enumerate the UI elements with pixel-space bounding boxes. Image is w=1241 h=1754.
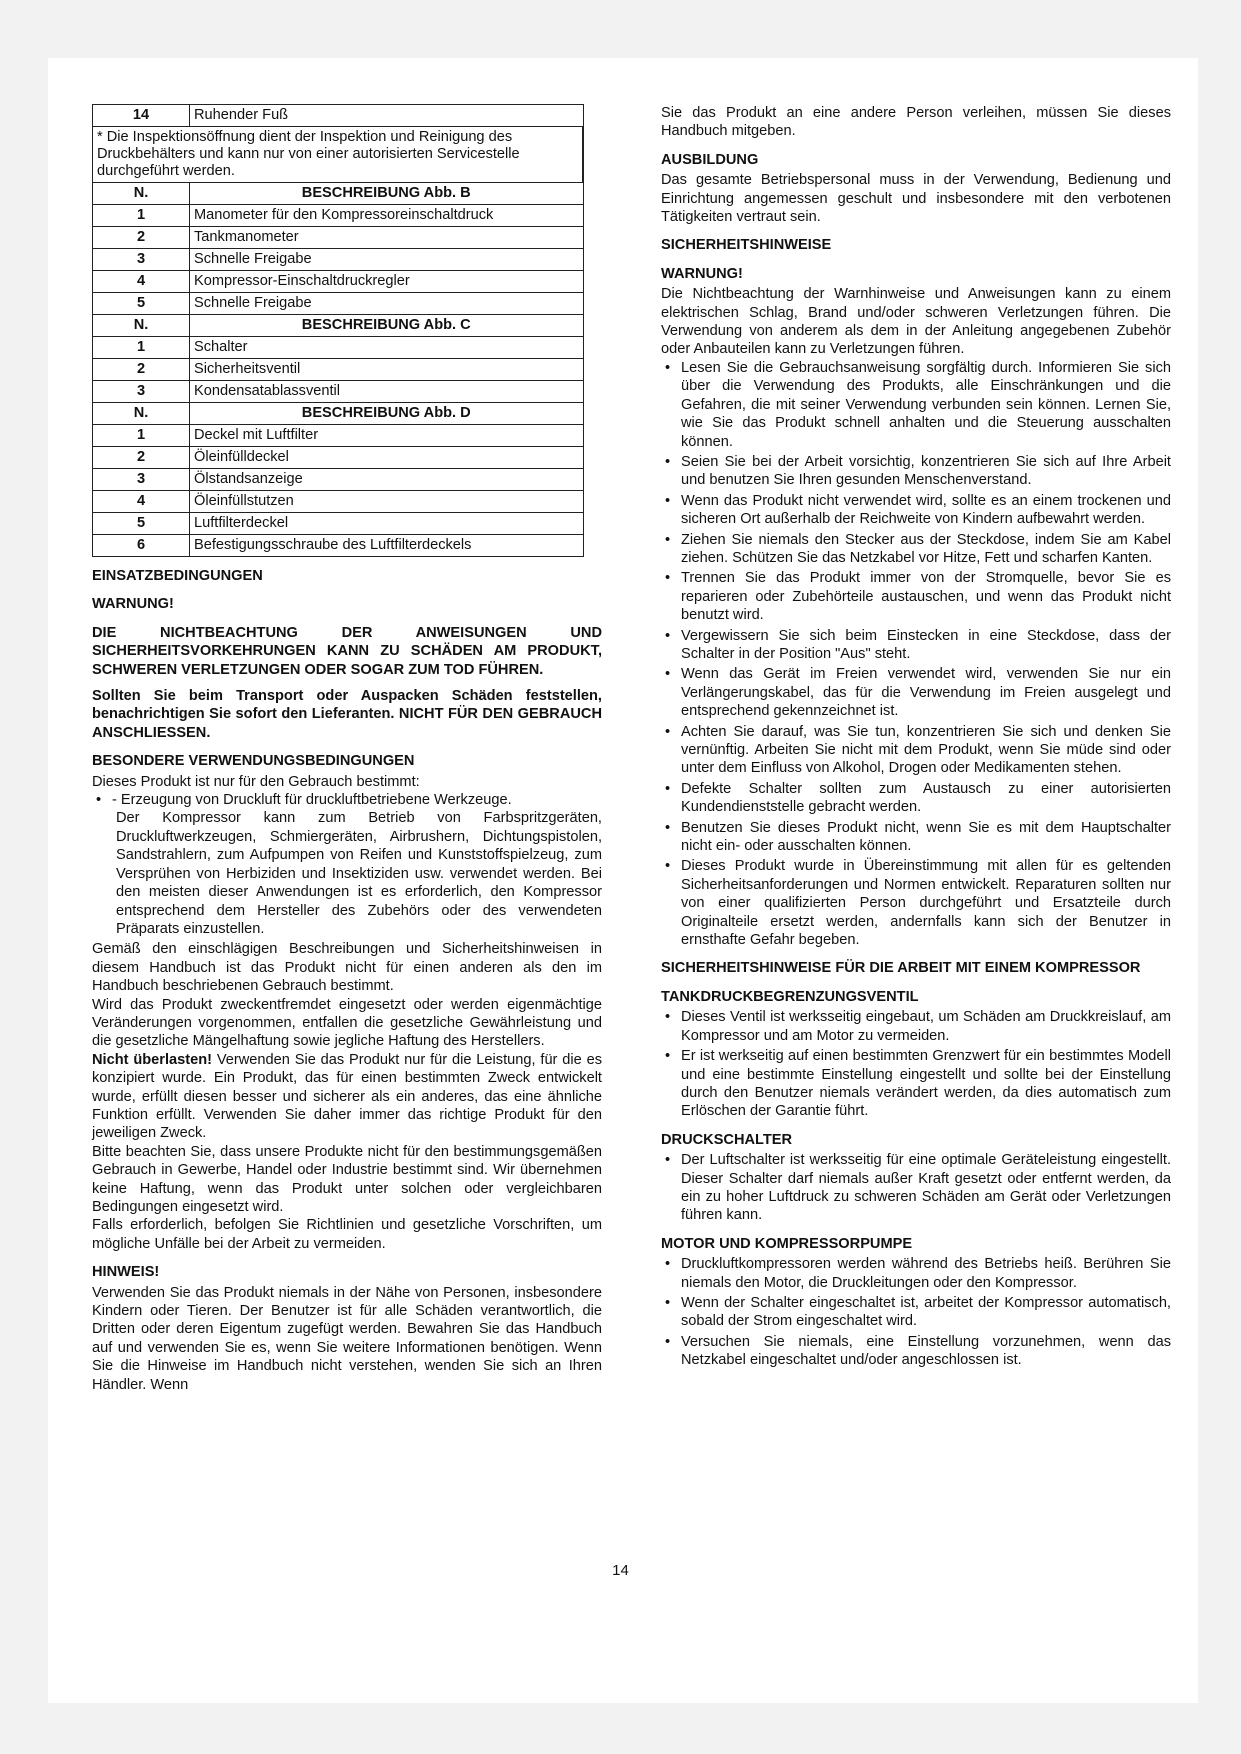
part-description: Schnelle Freigabe — [190, 249, 584, 271]
besondere-list — [92, 791, 602, 938]
warnung-right-heading: WARNUNG! — [661, 265, 743, 282]
warnung-heading: WARNUNG! — [92, 596, 174, 613]
einsatz-heading: EINSATZBEDINGUNGEN — [92, 568, 263, 584]
druck-heading: DRUCKSCHALTER — [661, 1131, 793, 1148]
header-number: N. — [93, 315, 190, 337]
besondere-bullet-continuation: Der Kompressor kann zum Betrieb von Farbspritzgeräten, Druckluftwerkzeugen, Schmiergeräten, Airbrushern, Dichtungspistolen, Sandstrahlern, zum Aufpumpen von Reifen und Kunststoffspielzeug, zum Versprühen von Herbiziden und Insektiziden usw. verwendet werden. Bei den meisten dieser Anwendungen ist es erforderlich, den Kompressor entsprechend dem Hersteller des Zubehörs oder des verwendeten Präparats einzustellen. — [116, 810, 602, 937]
part-number: 3 — [93, 469, 190, 491]
hinweis-heading: HINWEIS! — [92, 1264, 160, 1281]
bullet-icon: • — [665, 1048, 671, 1065]
part-number: 2 — [93, 359, 190, 381]
bullet-icon: • — [665, 570, 671, 587]
part-number: 2 — [93, 227, 190, 249]
list-item — [665, 819, 1171, 856]
falls-paragraph: Falls erforderlich, befolgen Sie Richtlinien und gesetzliche Vorschriften, um mögliche Unfälle bei der Arbeit zu vermeiden. — [92, 1217, 602, 1252]
header-description: BESCHREIBUNG Abb. C — [190, 315, 584, 337]
table-row — [93, 249, 584, 271]
part-description: Öleinfülldeckel — [190, 447, 584, 469]
bullet-icon: • — [665, 1009, 671, 1026]
bullet-icon: • — [665, 453, 671, 470]
part-number: 4 — [93, 491, 190, 513]
list-item-text: Ziehen Sie niemals den Stecker aus der Steckdose, indem Sie am Kabel ziehen. Schützen Sie das Netzkabel vor Hitze, Fett und scharfen Kanten. — [681, 531, 1171, 566]
header-description: BESCHREIBUNG Abb. B — [190, 183, 584, 205]
besondere-intro: Dieses Produkt ist nur für den Gebrauch bestimmt: — [92, 773, 420, 790]
part-description: Kondensatablassventil — [190, 381, 584, 403]
table-row — [93, 337, 584, 359]
bullet-icon: • — [665, 359, 671, 376]
bitte-paragraph: Bitte beachten Sie, dass unsere Produkte nicht für den bestimmungsgemäßen Gebrauch in Gewerbe, Handel oder Industrie bestimmt sind. Wir übernehmen keine Haftung, wenn das Produkt unter solchen oder vergleichbaren Bedingungen eingesetzt wird. — [92, 1143, 602, 1215]
table-header-row — [93, 315, 584, 337]
part-description: Sicherheitsventil — [190, 359, 584, 381]
hinweis-text: Verwenden Sie das Produkt niemals in der Nähe von Personen, insbesondere Kindern oder Tieren. Der Benutzer ist für alle Schäden verantwortlich, die Dritten oder deren Eigentum zugefügt werden. Bewahren Sie das Handbuch auf und verwenden Sie es, wenn Sie weitere Informationen benötigen. Wenn Sie die Hinweise im Handbuch nicht verstehen, wenden Sie sich an Ihren Händler. Wenn — [92, 1284, 602, 1393]
bullet-icon: • — [665, 666, 671, 683]
table-row — [93, 105, 584, 127]
table-header-row — [93, 403, 584, 425]
header-number: N. — [93, 403, 190, 425]
part-number: 5 — [93, 293, 190, 315]
list-item — [96, 791, 602, 938]
list-item — [665, 1333, 1171, 1370]
list-item — [665, 1255, 1171, 1292]
part-description: Tankmanometer — [190, 227, 584, 249]
table-row — [93, 271, 584, 293]
list-item — [665, 1294, 1171, 1331]
motor-list — [661, 1255, 1171, 1369]
part-description: Ruhender Fuß — [190, 105, 584, 127]
part-number: 6 — [93, 535, 190, 557]
table-row — [93, 359, 584, 381]
part-description: Luftfilterdeckel — [190, 513, 584, 535]
bullet-icon: • — [665, 627, 671, 644]
list-item — [665, 723, 1171, 778]
part-number: 3 — [93, 381, 190, 403]
inspection-note: * Die Inspektionsöffnung dient der Inspektion und Reinigung des Druckbehälters und kann nur von einer autorisierten Servicestelle durchgeführt werden. — [93, 127, 584, 183]
bullet-icon: • — [665, 531, 671, 548]
table-row — [93, 469, 584, 491]
bullet-icon: • — [665, 492, 671, 509]
part-number: 1 — [93, 337, 190, 359]
part-number: 1 — [93, 205, 190, 227]
left-column — [92, 104, 602, 1394]
header-number: N. — [93, 183, 190, 205]
part-description: Manometer für den Kompressoreinschaltdruck — [190, 205, 584, 227]
table-row — [93, 227, 584, 249]
part-number: 2 — [93, 447, 190, 469]
list-item-text: Wenn das Gerät im Freien verwendet wird, verwenden Sie nur ein Verlängerungskabel, das für die Verwendung im Freien ausgelegt und entsprechend gekennzeichnet ist. — [681, 666, 1171, 720]
list-item-text: Seien Sie bei der Arbeit vorsichtig, konzentrieren Sie sich auf Ihre Arbeit und benutzen Sie Ihren gesunden Menschenverstand. — [681, 453, 1171, 489]
besondere-bullet-text: - Erzeugung von Druckluft für druckluftbetriebene Werkzeuge. — [112, 792, 512, 809]
right-intro: Sie das Produkt an eine andere Person verleihen, müssen Sie dieses Handbuch mitgeben. — [661, 105, 1171, 140]
list-item — [665, 1151, 1171, 1225]
part-number: 4 — [93, 271, 190, 293]
bullet-icon: • — [665, 819, 671, 836]
transport-notice: Sollten Sie beim Transport oder Auspacken Schäden feststellen, benachrichtigen Sie sofort den Lieferanten. NICHT FÜR DEN GEBRAUCH ANSCHLIESSEN. — [92, 688, 602, 741]
besondere-heading: BESONDERE VERWENDUNGSBEDINGUNGEN — [92, 753, 415, 770]
warnung-caps-text: DIE NICHTBEACHTUNG DER ANWEISUNGEN UND SICHERHEITSVORKEHRUNGEN KANN ZU SCHÄDEN AM PRODUKT, SCHWEREN VERLETZUNGEN ODER SOGAR ZUM TOD FÜHREN. — [92, 624, 602, 678]
motor-heading: MOTOR UND KOMPRESSORPUMPE — [661, 1235, 913, 1252]
table-row — [93, 425, 584, 447]
list-item-text: Dieses Produkt wurde in Übereinstimmung mit allen für es geltenden Sicherheitsanforderungen und Normen entwickelt. Reparaturen sollten nur von einer qualifizierten Person durchgeführt und Ersatzteile durch Originalteile ersetzt werden, andernfalls kann sich der Benutzer in ernsthafte Gefahr begeben. — [681, 858, 1171, 949]
parts-table — [92, 104, 584, 557]
sicherheit-list — [661, 359, 1171, 950]
part-description: Deckel mit Luftfilter — [190, 425, 584, 447]
bullet-icon: • — [665, 780, 671, 797]
zweckentfremdet-paragraph: Wird das Produkt zweckentfremdet eingesetzt oder werden eigenmächtige Veränderungen vorgenommen, entfallen die gesetzliche Gewährleistung und die gesetzliche Mängelhaftung sowie jegliche Haftung des Herstellers. — [92, 996, 602, 1050]
list-item-text: Dieses Ventil ist werksseitig eingebaut, um Schäden am Druckkreislauf, am Kompressor und am Motor zu vermeiden. — [681, 1009, 1171, 1044]
part-number: 3 — [93, 249, 190, 271]
table-row — [93, 381, 584, 403]
part-number: 5 — [93, 513, 190, 535]
list-item-text: Achten Sie darauf, was Sie tun, konzentrieren Sie sich und denken Sie vernünftig. Arbeiten Sie nicht mit dem Produkt, wenn Sie müde sind oder unter dem Einfluss von Alkohol, Drogen oder Medikamenten stehen. — [681, 723, 1171, 777]
sicherheit-heading: SICHERHEITSHINWEISE — [661, 237, 832, 254]
nicht-ueberlasten-paragraph — [92, 1051, 602, 1143]
part-description: Kompressor-Einschaltdruckregler — [190, 271, 584, 293]
page-number: 14 — [612, 1562, 629, 1579]
warnung-right-text: Die Nichtbeachtung der Warnhinweise und Anweisungen kann zu einem elektrischen Schlag, Brand und/oder schweren Verletzungen führen. Die Verwendung von anderem als dem in der Anleitung angegebenen Zubehör oder Anbauteilen kann zu Verletzungen führen. — [661, 286, 1171, 358]
tank-heading: TANKDRUCKBEGRENZUNGSVENTIL — [661, 988, 919, 1005]
kompressor-heading: SICHERHEITSHINWEISE FÜR DIE ARBEIT MIT EINEM KOMPRESSOR — [661, 960, 1141, 977]
table-row — [93, 205, 584, 227]
list-item — [665, 627, 1171, 664]
bullet-icon: • — [665, 858, 671, 875]
list-item-text: Benutzen Sie dieses Produkt nicht, wenn Sie es mit dem Hauptschalter nicht ein- oder ausschalten können. — [681, 819, 1171, 855]
list-item — [665, 857, 1171, 949]
table-header-row — [93, 183, 584, 205]
ausbildung-heading: AUSBILDUNG — [661, 151, 759, 168]
list-item-text: Er ist werkseitig auf einen bestimmten Grenzwert für ein bestimmtes Modell und eine bestimmte Einstellung eingestellt und sollte bei der Einstellung durch den Benutzer niemals verändert werden, da dies automatisch zum Erlöschen der Garantie führt. — [681, 1048, 1171, 1120]
table-row — [93, 293, 584, 315]
part-description: Schalter — [190, 337, 584, 359]
bullet-icon: • — [665, 1294, 671, 1311]
list-item-text: Wenn der Schalter eingeschaltet ist, arbeitet der Kompressor automatisch, sobald der Strom eingeschaltet wird. — [681, 1294, 1171, 1330]
ausbildung-text: Das gesamte Betriebspersonal muss in der Verwendung, Bedienung und Einrichtung angemessen geschult und insbesondere mit den verbotenen Tätigkeiten vertraut sein. — [661, 172, 1171, 226]
bullet-icon: • — [96, 792, 102, 809]
list-item-text: Trennen Sie das Produkt immer von der Stromquelle, bevor Sie es reparieren oder Zubehörteile austauschen, und wenn das Produkt nicht benutzt wird. — [681, 570, 1171, 624]
tank-list — [661, 1008, 1171, 1120]
list-item-text: Vergewissern Sie sich beim Einstecken in eine Steckdose, dass der Schalter in der Position "Aus" steht. — [681, 627, 1171, 662]
bullet-icon: • — [665, 1152, 671, 1169]
bullet-icon: • — [665, 1256, 671, 1273]
table-row — [93, 447, 584, 469]
list-item-text: Der Luftschalter ist werksseitig für eine optimale Geräteleistung eingestellt. Dieser Schalter darf niemals außer Kraft gesetzt oder entfernt werden, da ein zu hoher Luftdruck zu schweren Schäden am Gerät oder Verletzungen führen kann. — [681, 1152, 1171, 1224]
list-item — [665, 1047, 1171, 1121]
list-item — [665, 569, 1171, 624]
table-row — [93, 513, 584, 535]
part-description: Öleinfüllstutzen — [190, 491, 584, 513]
table-row — [93, 491, 584, 513]
header-description: BESCHREIBUNG Abb. D — [190, 403, 584, 425]
list-item-text: Versuchen Sie niemals, eine Einstellung vorzunehmen, wenn das Netzkabel eingeschaltet und/oder angeschlossen ist. — [681, 1333, 1171, 1369]
list-item — [665, 1008, 1171, 1045]
nicht-ueberlasten-text: Verwenden Sie das Produkt nur für die Leistung, für die es konzipiert wurde. Ein Produkt, das für einen bestimmten Zweck entwickelt wurde, erfüllt diesen besser und sicherer als ein anderes, das eine ähnliche Funktion erfüllt. Verwenden Sie daher immer das richtige Produkt für den jeweiligen Zweck. — [92, 1051, 602, 1142]
part-description: Schnelle Freigabe — [190, 293, 584, 315]
table-row — [93, 535, 584, 557]
right-column — [661, 104, 1171, 1372]
druck-list — [661, 1151, 1171, 1225]
list-item-text: Wenn das Produkt nicht verwendet wird, sollte es an einem trockenen und sicheren Ort außerhalb der Reichweite von Kindern aufbewahrt werden. — [681, 492, 1171, 528]
part-description: Ölstandsanzeige — [190, 469, 584, 491]
bullet-icon: • — [665, 1333, 671, 1350]
part-description: Befestigungsschraube des Luftfilterdeckels — [190, 535, 584, 557]
list-item — [665, 531, 1171, 568]
table-note-row — [93, 127, 584, 183]
list-item — [665, 665, 1171, 720]
list-item — [665, 780, 1171, 817]
list-item — [665, 359, 1171, 451]
nicht-ueberlasten-label: Nicht überlasten! — [92, 1051, 212, 1068]
list-item — [665, 492, 1171, 529]
list-item-text: Defekte Schalter sollten zum Austausch zu einer autorisierten Kundendienststelle gebracht werden. — [681, 780, 1171, 816]
part-number: 1 — [93, 425, 190, 447]
gemaess-paragraph: Gemäß den einschlägigen Beschreibungen und Sicherheitshinweisen in diesem Handbuch ist das Produkt nicht für einen anderen als den im Handbuch beschriebenen Gebrauch bestimmt. — [92, 941, 602, 995]
part-number: 14 — [93, 105, 190, 127]
bullet-icon: • — [665, 723, 671, 740]
list-item — [665, 453, 1171, 490]
list-item-text: Lesen Sie die Gebrauchsanweisung sorgfältig durch. Informieren Sie sich über die Verwendung des Produkts, alle Einschränkungen und die Gefahren, die mit seiner Verwendung verbunden sein können. Lernen Sie, wie Sie das Produkt schnell anhalten und die Steuerung ausschalten können. — [681, 359, 1171, 450]
list-item-text: Druckluftkompressoren werden während des Betriebs heiß. Berühren Sie niemals den Motor, die Druckleitungen oder den Kompressor. — [681, 1256, 1171, 1291]
